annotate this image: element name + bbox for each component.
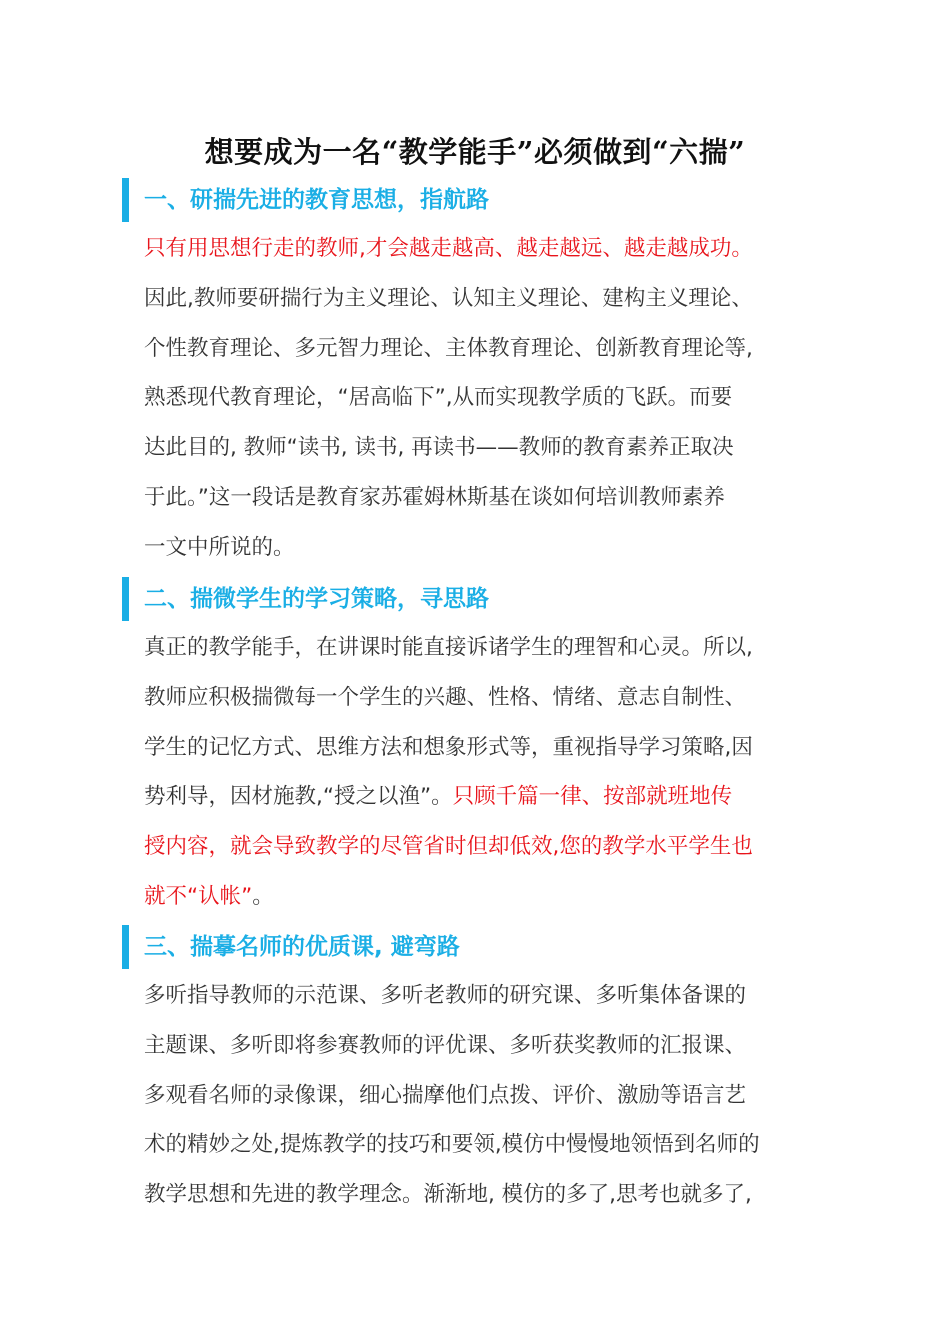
section-1 (144, 176, 824, 573)
paragraph-line: 多观看名师的录像课，细心揣摩他们点拨、评价、激励等语言艺 (144, 1082, 747, 1108)
paragraph-line: 教学思想和先进的教学理念。渐渐地, 模仿的多了,思考也就多了, (144, 1182, 752, 1208)
section-2 (144, 575, 824, 922)
paragraph-line: 真正的教学能手，在讲课时能直接诉诸学生的理智和心灵。所以, (144, 635, 753, 660)
paragraph-line: 教师应积极揣微每一个学生的兴趣、性格、情绪、意志自制性、 (144, 684, 747, 710)
section-2-heading-text: 二、揣微学生的学习策略，寻思路 (144, 586, 489, 612)
paragraph-line: 熟悉现代教育理论，“居高临下”,从而实现教学质的飞跃。而要 (144, 385, 733, 411)
section-2-paragraph (144, 623, 824, 922)
section-1-paragraph (144, 224, 824, 573)
section-1-heading (144, 176, 824, 224)
highlight-text-segment: 只顾千篇一律、按部就班地传 (452, 784, 733, 810)
document-title: 想要成为一名“教学能手”必须做到“六揣” (204, 135, 746, 169)
section-1-highlight-line: 只有用思想行走的教师,才会越走越高、越走越远、越走越成功。 (144, 236, 753, 261)
plain-text-segment: 。 (252, 883, 274, 909)
paragraph-line: 术的精妙之处,提炼教学的技巧和要领,模仿中慢慢地领悟到名师的 (144, 1132, 760, 1158)
highlight-text-segment: 就不“认帐” (144, 883, 253, 909)
paragraph-line: 多听指导教师的示范课、多听老教师的研究课、多听集体备课的 (144, 983, 747, 1008)
paragraph-line: 一文中所说的。 (144, 534, 295, 560)
heading-accent-bar (122, 178, 129, 222)
section-2-heading (144, 575, 824, 623)
paragraph-line: 学生的记忆方式、思维方法和想象形式等，重视指导学习策略,因 (144, 734, 753, 760)
heading-accent-bar (122, 577, 129, 621)
heading-accent-bar (122, 925, 129, 969)
paragraph-line: 因此,教师要研揣行为主义理论、认知主义理论、建构主义理论、 (144, 285, 753, 311)
paragraph-line-mixed (144, 772, 824, 822)
paragraph-line: 主题课、多听即将参赛教师的评优课、多听获奖教师的汇报课、 (144, 1032, 747, 1058)
paragraph-line: 个性教育理论、多元智力理论、主体教育理论、创新教育理论等, (144, 335, 753, 361)
section-3-heading-text: 三、揣摹名师的优质课, 避弯路 (144, 934, 460, 960)
section-2-highlight-line: 授内容，就会导致教学的尽管省时但却低效,您的教学水平学生也 (144, 834, 753, 860)
section-3-paragraph (144, 971, 824, 1220)
section-1-heading-text: 一、研揣先进的教育思想，指航路 (144, 187, 489, 213)
paragraph-line: 达此目的, 教师“读书, 读书, 再读书——教师的教育素养正取决 (144, 435, 734, 461)
paragraph-line: 于此。”这一段话是教育家苏霍姆林斯基在谈如何培训教师素养 (144, 484, 725, 510)
paragraph-line-mixed (144, 872, 824, 922)
plain-text-segment: 势利导，因材施教,“授之以渔”。 (144, 784, 453, 810)
section-3 (144, 923, 824, 1220)
section-3-heading (144, 923, 824, 971)
